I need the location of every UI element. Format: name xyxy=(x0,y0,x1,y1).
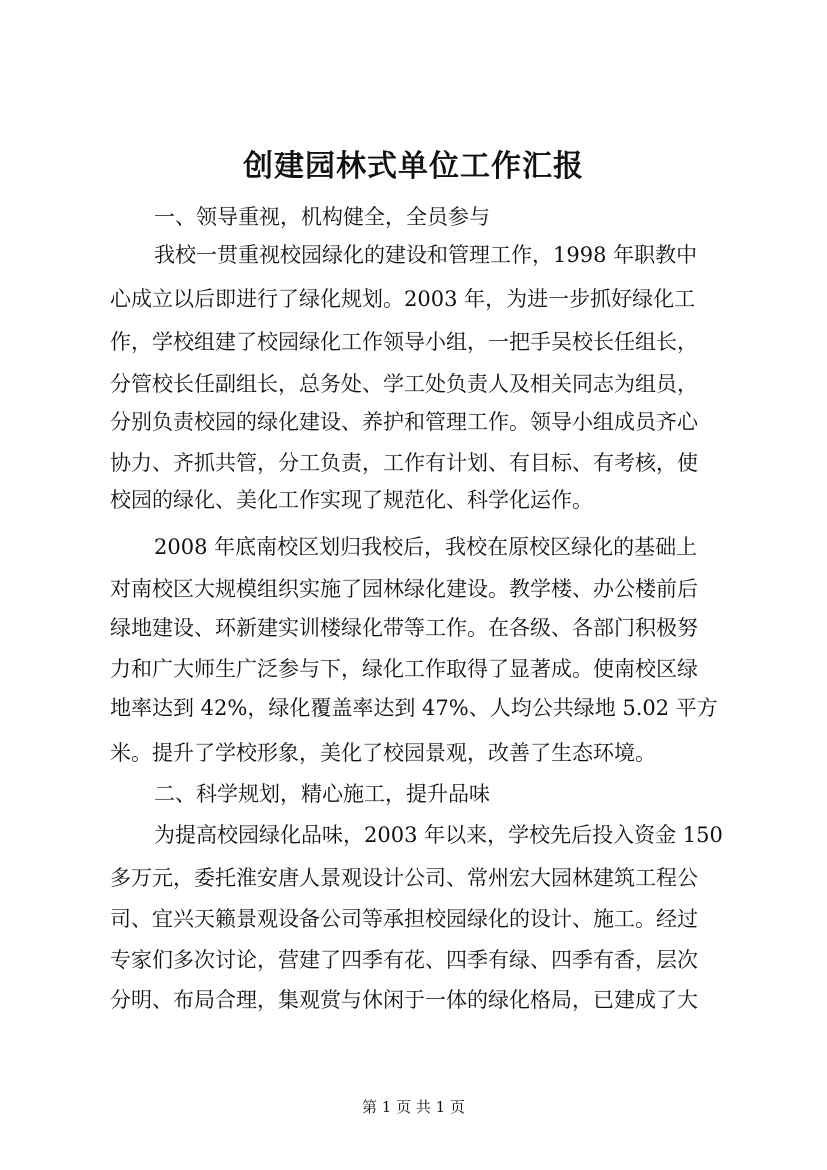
text-line xyxy=(0,946,827,974)
para-line: 心成立以后即进行了绿化规划。2003 年，为进一步抓好绿化工 xyxy=(110,287,696,311)
heading-2: 二、科学规划，精心施工，提升品味 xyxy=(154,782,490,806)
text-line xyxy=(0,821,827,849)
text-line xyxy=(0,614,827,642)
para-line: 为提高校园绿化品味，2003 年以来，学校先后投入资金 150 xyxy=(154,823,723,847)
para-line: 分明、布局合理，集观赏与休闲于一体的绿化格局，已建成了大 xyxy=(110,988,698,1012)
page-footer: 第 1 页 共 1 页 xyxy=(362,1098,465,1116)
text-line xyxy=(0,203,827,231)
text-line xyxy=(0,241,827,269)
para-line: 分别负责校园的绿化建设、养护和管理工作。领导小组成员齐心 xyxy=(110,410,698,434)
para-line: 力和广大师生广泛参与下，绿化工作取得了显著成。使南校区绿 xyxy=(110,657,698,681)
para-line: 协力、齐抓共管，分工负责，工作有计划、有目标、有考核，使 xyxy=(110,451,698,475)
para-line: 米。提升了学校形象，美化了校园景观，改善了生态环境。 xyxy=(110,741,656,765)
text-line xyxy=(0,575,827,603)
text-line xyxy=(0,533,827,561)
para-line: 多万元，委托淮安唐人景观设计公司、常州宏大园林建筑工程公 xyxy=(110,866,698,890)
text-line xyxy=(0,328,827,356)
text-line xyxy=(0,864,827,892)
text-line xyxy=(0,739,827,767)
para-line: 分管校长任副组长，总务处、学工处负责人及相关同志为组员， xyxy=(110,372,698,396)
text-line xyxy=(0,486,827,514)
text-line xyxy=(0,694,827,722)
text-line xyxy=(0,780,827,808)
document-title: 创建园林式单位工作汇报 xyxy=(243,149,584,184)
para-line: 专家们多次讨论，营建了四季有花、四季有绿、四季有香，层次 xyxy=(110,948,698,972)
text-line xyxy=(0,986,827,1014)
para-line: 地率达到 42%，绿化覆盖率达到 47%、人均公共绿地 5.02 平方 xyxy=(110,696,718,720)
text-line xyxy=(0,905,827,933)
text-line xyxy=(0,449,827,477)
text-line xyxy=(0,408,827,436)
heading-1: 一、领导重视，机构健全，全员参与 xyxy=(154,205,490,229)
para-line: 司、宜兴天籁景观设备公司等承担校园绿化的设计、施工。经过 xyxy=(110,907,698,931)
para-line: 绿地建设、环新建实训楼绿化带等工作。在各级、各部门积极努 xyxy=(110,616,698,640)
para-line: 作，学校组建了校园绿化工作领导小组，一把手吴校长任组长， xyxy=(110,330,698,354)
text-line xyxy=(0,370,827,398)
text-line xyxy=(0,655,827,683)
para-line: 我校一贯重视校园绿化的建设和管理工作，1998 年职教中 xyxy=(154,243,698,267)
para-line: 2008 年底南校区划归我校后，我校在原校区绿化的基础上 xyxy=(154,535,698,559)
para-line: 校园的绿化、美化工作实现了规范化、科学化运作。 xyxy=(110,488,593,512)
para-line: 对南校区大规模组织实施了园林绿化建设。教学楼、办公楼前后 xyxy=(110,577,698,601)
text-line xyxy=(0,285,827,313)
